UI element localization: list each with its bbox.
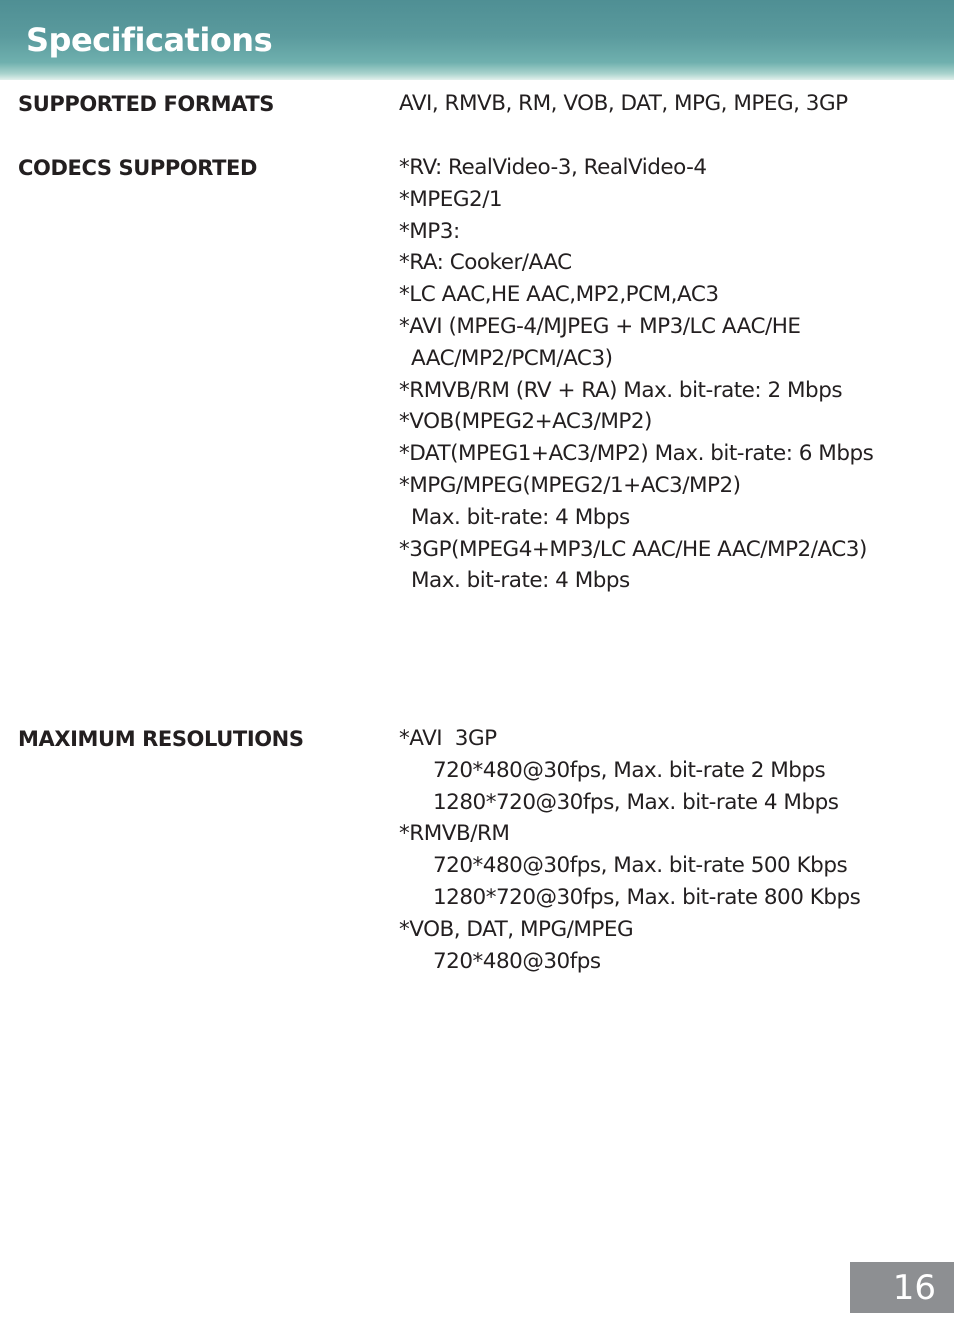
page-number: 16 — [892, 1268, 936, 1308]
spec-line: *DAT(MPEG1+AC3/MP2) Max. bit-rate: 6 Mbps — [399, 441, 874, 467]
spec-line: *RV: RealVideo-3, RealVideo-4 — [399, 155, 707, 180]
spec-line-sub: 1280*720@30fps, Max. bit-rate 800 Kbps — [433, 884, 861, 910]
spec-line: *VOB, DAT, MPG/MPEG — [399, 916, 634, 942]
spec-line: *RMVB/RM (RV + RA) Max. bit-rate: 2 Mbps — [399, 377, 843, 403]
spec-line-sub: 720*480@30fps — [433, 948, 601, 974]
spec-line-continuation: AAC/MP2/PCM/AC3) — [411, 345, 613, 371]
spec-line: AVI, RMVB, RM, VOB, DAT, MPG, MPEG, 3GP — [399, 91, 848, 116]
section-values — [399, 723, 939, 977]
section-label: MAXIMUM RESOLUTIONS — [18, 727, 304, 751]
spec-line: *AVI 3GP — [399, 726, 497, 751]
spec-line: *RMVB/RM — [399, 821, 510, 847]
spec-line: *MPG/MPEG(MPEG2/1+AC3/MP2) — [399, 472, 741, 498]
spec-line-sub: 720*480@30fps, Max. bit-rate 2 Mbps — [433, 757, 826, 783]
spec-line: *RA: Cooker/AAC — [399, 250, 572, 276]
spec-line-continuation: Max. bit-rate: 4 Mbps — [411, 504, 630, 530]
spec-line-sub: 1280*720@30fps, Max. bit-rate 4 Mbps — [433, 789, 839, 815]
spec-line: *LC AAC,HE AAC,MP2,PCM,AC3 — [399, 282, 719, 308]
header-band — [0, 0, 954, 80]
spec-line: *VOB(MPEG2+AC3/MP2) — [399, 409, 652, 435]
section-label: SUPPORTED FORMATS — [18, 92, 274, 116]
spec-line: *MPEG2/1 — [399, 186, 503, 212]
page-title: Specifications — [26, 21, 273, 59]
section-label: CODECS SUPPORTED — [18, 156, 258, 180]
spec-line: *AVI (MPEG-4/MJPEG + MP3/LC AAC/HE — [399, 313, 801, 339]
section-values — [399, 88, 939, 120]
section-values — [399, 152, 939, 597]
spec-line: *3GP(MPEG4+MP3/LC AAC/HE AAC/MP2/AC3) — [399, 536, 867, 562]
spec-line-continuation: Max. bit-rate: 4 Mbps — [411, 568, 630, 594]
spec-line-sub: 720*480@30fps, Max. bit-rate 500 Kbps — [433, 853, 848, 879]
page-number-box — [850, 1262, 954, 1313]
spec-line: *MP3: — [399, 218, 460, 244]
